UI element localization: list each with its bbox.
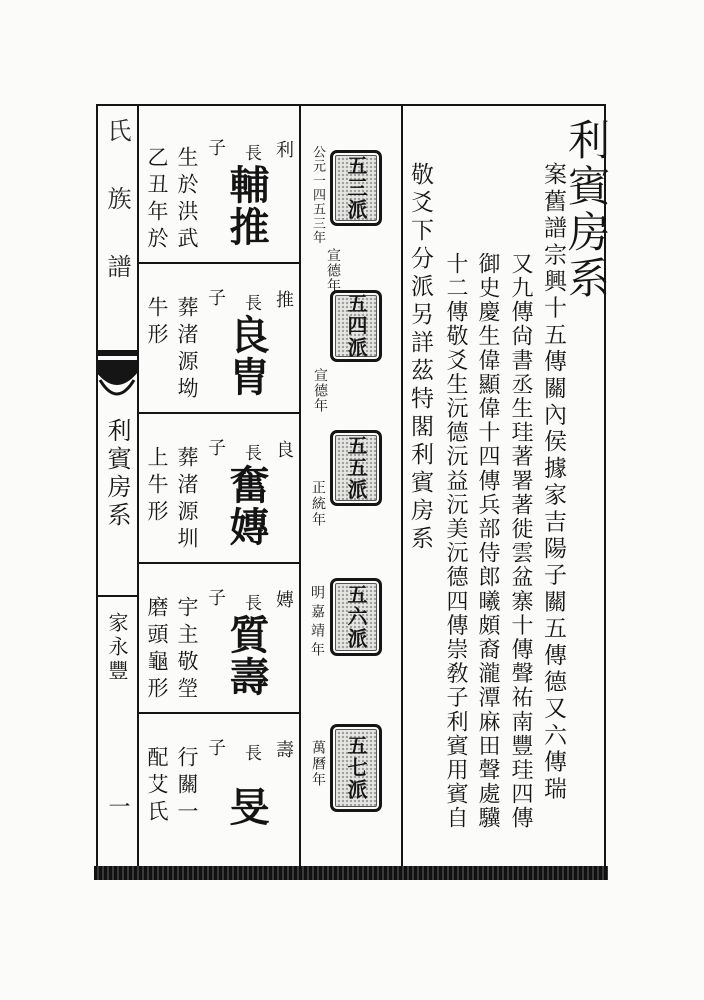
generation-label: 五五派 <box>344 435 368 501</box>
generation-seal <box>330 430 382 506</box>
generation-seal <box>330 724 382 812</box>
entry-note: 宇主敬塋 <box>175 596 199 704</box>
body-text-divider <box>401 104 403 870</box>
page-title: 利賓房系 <box>562 118 611 302</box>
spine-rule <box>96 595 138 597</box>
birth-rank: 長 <box>241 294 261 311</box>
parent-name: 良 <box>273 440 294 458</box>
bottom-border-band <box>94 866 608 880</box>
page-number: 一 <box>105 795 130 817</box>
entry-note: 磨頭龜形 <box>145 596 169 704</box>
intro-text-column: 敬爻下分派另詳茲特閣利賓房系 <box>407 162 433 554</box>
generation-label: 五六派 <box>344 584 368 650</box>
era-note: 公元一四五三年 <box>310 145 325 246</box>
era-note: 萬曆年 <box>310 740 326 788</box>
spine-book-title: 氏族譜 <box>103 118 131 322</box>
entry-note: 行關一 <box>175 746 199 827</box>
parent-name: 嫥 <box>273 590 294 608</box>
person-name: 輔推 <box>223 164 270 248</box>
relation: 子 <box>205 438 226 456</box>
intro-text-column: 御史慶生偉顯偉十四傳兵部侍郎曦頗裔瀧潭麻田聲處驥 <box>475 252 500 831</box>
person-name: 質壽 <box>223 614 270 698</box>
intro-text-column: 十二傳敬爻生沅德沅益沅美沅德四傳崇敎子利賓用賓自 <box>443 252 468 831</box>
person-name: 良胄 <box>223 314 270 398</box>
generation-label: 五七派 <box>344 735 368 801</box>
spine-section-title: 利賓房系 <box>103 418 131 530</box>
era-note: 明嘉靖年 <box>309 585 325 661</box>
person-name: 旻 <box>223 786 270 828</box>
parent-name: 推 <box>273 290 294 308</box>
person-name: 奮嫥 <box>223 464 270 548</box>
generation-seal <box>330 290 382 362</box>
entry-note: 牛形 <box>145 296 169 350</box>
generation-seal <box>330 150 382 226</box>
entry-note: 乙丑年於 <box>145 146 169 254</box>
genealogy-entry <box>138 262 300 412</box>
birth-rank: 長 <box>241 594 261 611</box>
relation: 子 <box>205 138 226 156</box>
genealogy-entry <box>138 712 300 862</box>
relation: 子 <box>205 288 226 306</box>
intro-text-column: 案舊譜宗興十五傳關內侯據家吉陽子關五傳德又六傳瑞 <box>540 162 566 803</box>
genealogy-entry <box>138 112 300 262</box>
entry-note: 葬渚源坳 <box>175 296 199 404</box>
fish-tail-ornament <box>96 350 138 408</box>
relation: 子 <box>205 738 226 756</box>
birth-rank: 長 <box>241 744 261 761</box>
birth-rank: 長 <box>241 444 261 461</box>
intro-text-column: 又九傳尙書丞生珪著署著徙雲盆寨十傳聲祐南豐珪四傳 <box>508 252 533 831</box>
generation-label: 五三派 <box>344 155 368 221</box>
era-note: 宣德年 <box>312 368 328 413</box>
parent-name: 壽 <box>273 740 294 758</box>
entry-note: 配艾氏 <box>145 746 169 827</box>
spine-place-name: 家永豐 <box>105 612 129 684</box>
entry-note: 生於洪武 <box>175 146 199 254</box>
genealogy-entry <box>138 412 300 562</box>
generation-seal <box>330 578 382 656</box>
relation: 子 <box>205 588 226 606</box>
generation-label: 五四派 <box>344 293 368 359</box>
genealogy-entry <box>138 562 300 712</box>
era-note: 正統年 <box>310 480 326 528</box>
entry-note: 上牛形 <box>145 446 169 527</box>
era-note: 宣德年 <box>325 248 341 293</box>
parent-name: 利 <box>273 140 294 158</box>
birth-rank: 長 <box>241 144 261 161</box>
entry-note: 葬渚源圳 <box>175 446 199 554</box>
